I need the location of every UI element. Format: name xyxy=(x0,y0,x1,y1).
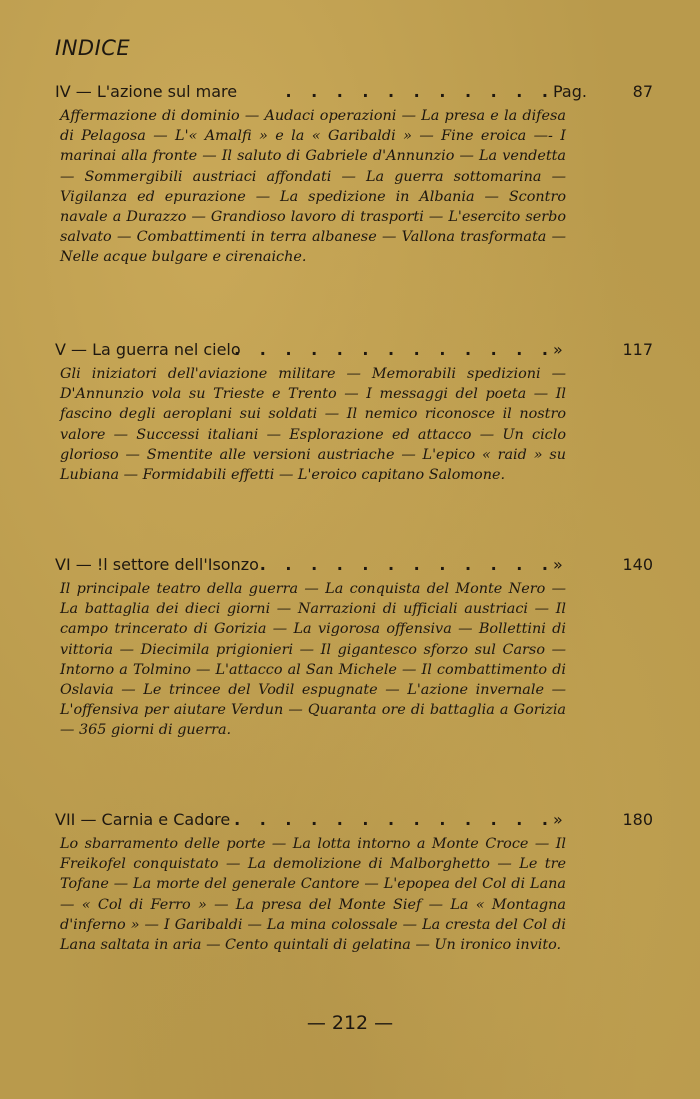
page-title: INDICE xyxy=(55,36,131,60)
page-number: 87 xyxy=(632,82,653,101)
entry-description: Il principale teatro della guerra — La conquista del Monte Nero — La battaglia dei dieci giorni — Narrazioni di ufficiali austriaci — Il campo trincerato di Gorizia — La vigorosa offensiva — Bollettini di vittoria — Diecimila prigionieri — Il gigantesco sforzo sul Carso — Intorno a Tolmino — L'attacco al San Michele — Il combattimento di Oslavia — Le trincee del Vodil espugnate — L'azione invernale — L'offensiva per aiutare Verdun — Quaranta ore di battaglia a Gorizia — 365 giorni di guerra. xyxy=(60,581,566,739)
entry-heading xyxy=(55,555,655,579)
page-abbreviation: » xyxy=(553,340,563,359)
index-entry-vii xyxy=(55,810,655,955)
entry-heading xyxy=(55,82,655,106)
page-abbreviation: Pag. xyxy=(553,82,587,101)
entry-title: V — La guerra nel cielo xyxy=(55,340,241,359)
page-abbreviation: » xyxy=(553,810,563,829)
leader-dots: . . . . . . . . . . . xyxy=(285,82,555,101)
page-number: 180 xyxy=(622,810,653,829)
entry-description: Lo sbarramento delle porte — La lotta intorno a Monte Croce — Il Freikofel conquistato — La demolizione di Malborghetto — Le tre Tofane — La morte del generale Cantore — L'epopea del Col di Lana — « Col di Ferro » — La presa del Monte Sief — La « Montagna d'inferno » — I Garibaldi — La mina colossale — La cresta del Col di Lana saltata in aria — Cento quintali di gelatina — Un ironico invito. xyxy=(60,836,566,954)
leader-dots: . . . . . . . . . . . . . . xyxy=(208,810,555,829)
leader-dots: . . . . . . . . . . . . . xyxy=(234,340,555,359)
leader-dots: . . . . . . . . . . . . xyxy=(259,555,555,574)
page-folio: — 212 — xyxy=(306,1012,394,1034)
index-entry-iv xyxy=(55,82,655,268)
entry-heading xyxy=(55,340,655,364)
entry-description: Affermazione di dominio — Audaci operazioni — La presa e la difesa di Pelagosa — L'« Amalfi » e la « Garibaldi » — Fine eroica —- I marinai alla fronte — Il saluto di Gabriele d'Annunzio — La vendetta — Sommergibili austriaci affondati — La guerra sottomarina — Vigilanza ed epurazione — La spedizione in Albania — Scontro navale a Durazzo — Grandioso lavoro di trasporti — L'esercito serbo salvato — Combattimenti in terra albanese — Vallona trasformata — Nelle acque bulgare e cirenaiche. xyxy=(60,108,566,266)
page-number: 117 xyxy=(622,340,653,359)
entry-heading xyxy=(55,810,655,834)
index-entry-vi xyxy=(55,555,655,741)
page-abbreviation: » xyxy=(553,555,563,574)
entry-title: IV — L'azione sul mare xyxy=(55,82,238,101)
entry-title: VII — Carnia e Cadore xyxy=(55,810,231,829)
entry-title: VI — !l settore dell'Isonzo xyxy=(55,555,259,574)
page-number: 140 xyxy=(622,555,653,574)
index-entry-v xyxy=(55,340,655,485)
entry-description: Gli iniziatori dell'aviazione militare — Memorabili spedizioni — D'Annunzio vola su Trieste e Trento — I messaggi del poeta — Il fascino degli aeroplani sui soldati — Il nemico riconosce il nostro valore — Successi italiani — Esplorazione ed attacco — Un ciclo glorioso — Smentite alle versioni austriache — L'epico « raid » su Lubiana — Formidabili effetti — L'eroico capitano Salomone. xyxy=(60,366,566,484)
